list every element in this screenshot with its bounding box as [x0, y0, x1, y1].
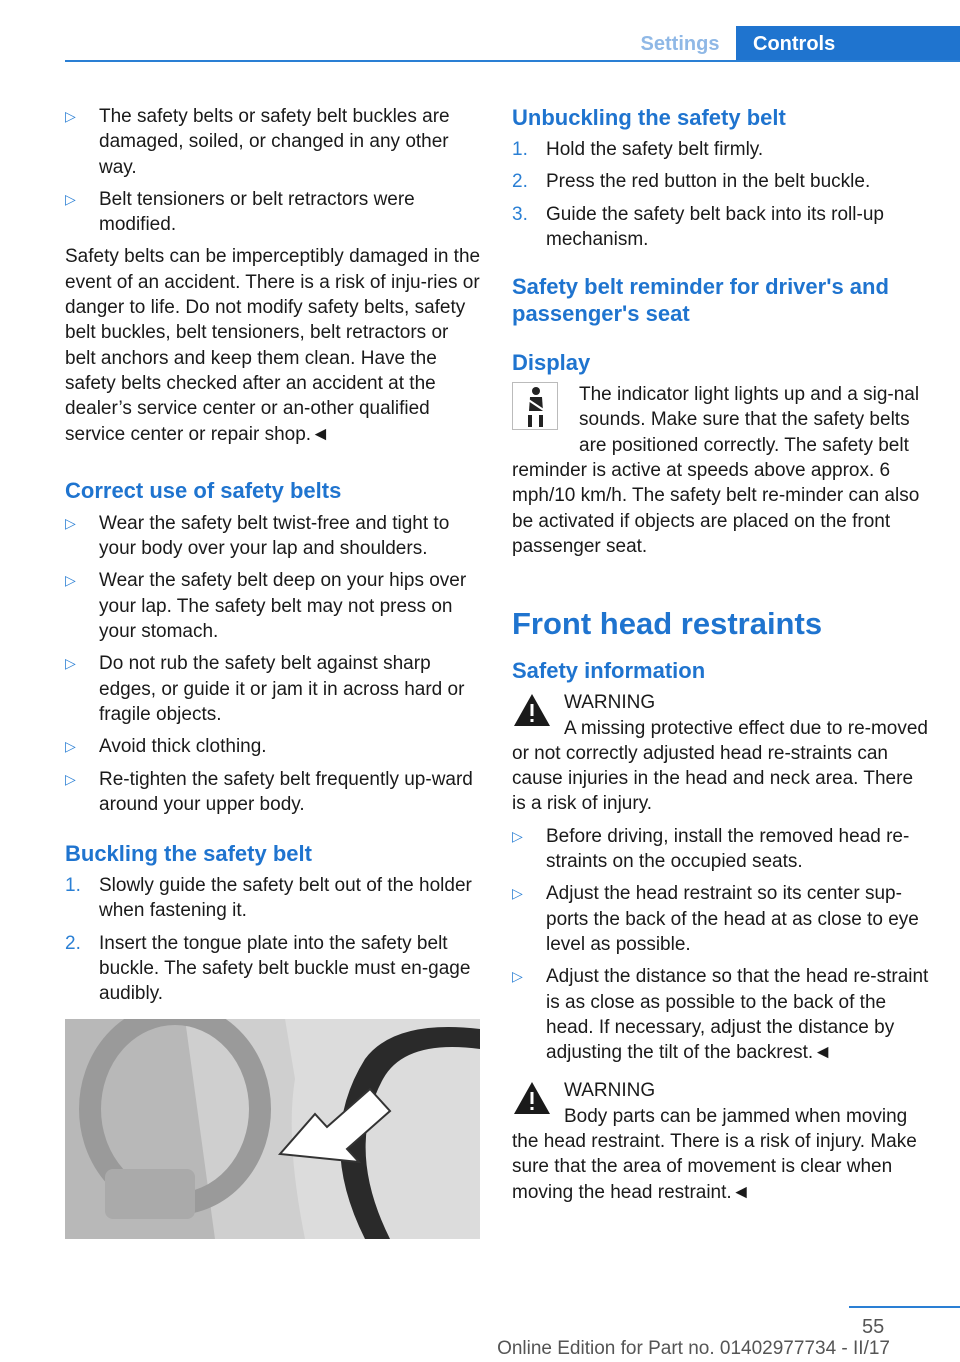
damage-list	[65, 104, 481, 237]
heading-correct-use: Correct use of safety belts	[65, 477, 342, 503]
list-item: ▷ Do not rub the safety belt against sharp edges, or guide it or jam it in across hard or fragile objects.	[65, 653, 465, 725]
triangle-bullet-icon: ▷	[65, 514, 76, 531]
heading-unbuckling: Unbuckling the safety belt	[512, 105, 786, 130]
warning-block	[512, 1078, 932, 1204]
step-item: 3. Guide the safety belt back into its roll-up mechanism.	[512, 203, 884, 250]
heading-display: Display	[512, 350, 591, 376]
warning-icon	[512, 1080, 552, 1116]
head-restraint-list	[512, 824, 932, 1066]
heading-belt-reminder: Safety belt reminder for driver's and passenger's seat	[512, 274, 889, 327]
seatbelt-photo	[65, 1019, 480, 1239]
list-item: ▷ Wear the safety belt deep on your hips over your lap. The safety belt may not press on your stomach.	[65, 570, 467, 643]
edition-text: Online Edition for Part no. 01402977734 - II/17	[497, 1338, 890, 1359]
triangle-bullet-icon: ▷	[65, 108, 76, 124]
warning-block	[512, 690, 932, 816]
buckling-steps	[65, 873, 481, 1006]
list-item	[65, 104, 481, 180]
correct-use-list	[65, 511, 481, 817]
page-number: 55	[862, 1316, 885, 1338]
triangle-bullet-icon: ▷	[65, 770, 76, 787]
warning-text: Body parts can be jammed when moving the head restraint. There is a risk of injury. Make sure that the area of movement is clear when moving the head restraint.◄	[512, 1105, 917, 1203]
list-item: ▷ Adjust the head restraint so its center sup-ports the back of the head at as close to eye level as possible.	[512, 883, 919, 955]
list-item	[65, 187, 481, 238]
triangle-bullet-icon: ▷	[512, 968, 523, 985]
header-rule	[65, 60, 960, 62]
right-column	[512, 104, 932, 1205]
tab-settings[interactable]: Settings	[640, 33, 720, 55]
footer-rule	[849, 1306, 960, 1308]
list-item-text: Belt tensioners or belt retractors were modified.	[99, 188, 415, 236]
heading-buckling: Buckling the safety belt	[65, 841, 312, 867]
triangle-bullet-icon: ▷	[65, 572, 76, 589]
warning-label: WARNING	[564, 1080, 656, 1102]
left-column	[65, 104, 481, 1014]
accident-paragraph: Safety belts can be imperceptibly damaged in the event of an accident. There is a risk of inju-ries or danger to life. Do not modify safety belts, safety belt buckles, belt tensioners, belt retractors or belt anchors and keep them clean. Have the safety belts checked after an accident at the dealer’s service center or an-other qualified service center or repair shop.◄	[65, 246, 481, 445]
display-block	[512, 382, 932, 559]
triangle-bullet-icon: ▷	[65, 738, 76, 755]
triangle-bullet-icon: ▷	[512, 827, 523, 844]
display-text: The indicator light lights up and a sig-nal sounds. Make sure that the safety belts are positioned correctly. The safety belt reminder is active at speeds above approx. 6 mph/10 km/h. The safety belt re-minder can also be activated if objects are placed on the front passenger seat.	[512, 384, 920, 557]
list-item: ▷ Adjust the distance so that the head re-straint is as close as possible to the back of the head. If necessary, adjust the distance by adjusting the tilt of the backrest.◄	[512, 966, 929, 1064]
unbuckling-steps	[512, 137, 932, 252]
step-item: 1. Hold the safety belt firmly.	[512, 139, 764, 160]
warning-label: WARNING	[564, 692, 656, 714]
step-item: 2. Insert the tongue plate into the safety belt buckle. The safety belt buckle must en-gage audibly.	[65, 932, 471, 1005]
list-item: ▷ Re-tighten the safety belt frequently up-ward around your upper body.	[65, 768, 473, 815]
heading-safety-information: Safety information	[512, 658, 706, 684]
triangle-bullet-icon: ▷	[65, 190, 76, 207]
list-item: ▷ Wear the safety belt twist-free and tight to your body over your lap and shoulders.	[65, 512, 450, 560]
seatbelt-illustration	[65, 1019, 480, 1239]
seatbelt-indicator-icon	[512, 382, 558, 430]
step-item: 1. Slowly guide the safety belt out of the holder when fastening it.	[65, 875, 472, 922]
list-item: ▷ Before driving, install the removed head re-straints on the occupied seats.	[512, 825, 910, 873]
list-item: ▷ Avoid thick clothing.	[65, 734, 481, 759]
tab-controls[interactable]: Controls	[736, 26, 960, 62]
warning-icon	[512, 692, 552, 728]
triangle-bullet-icon: ▷	[65, 655, 76, 672]
step-item: 2. Press the red button in the belt buckle.	[512, 171, 871, 193]
heading-front-head-restraints: Front head restraints	[512, 606, 823, 642]
triangle-bullet-icon: ▷	[512, 885, 523, 902]
list-item-text: The safety belts or safety belt buckles are damaged, soiled, or changed in any other way.	[99, 106, 450, 178]
warning-text: A missing protective effect due to re-moved or not correctly adjusted head re-straints can cause injuries in the head and neck area. There is a risk of injury.	[512, 717, 928, 815]
